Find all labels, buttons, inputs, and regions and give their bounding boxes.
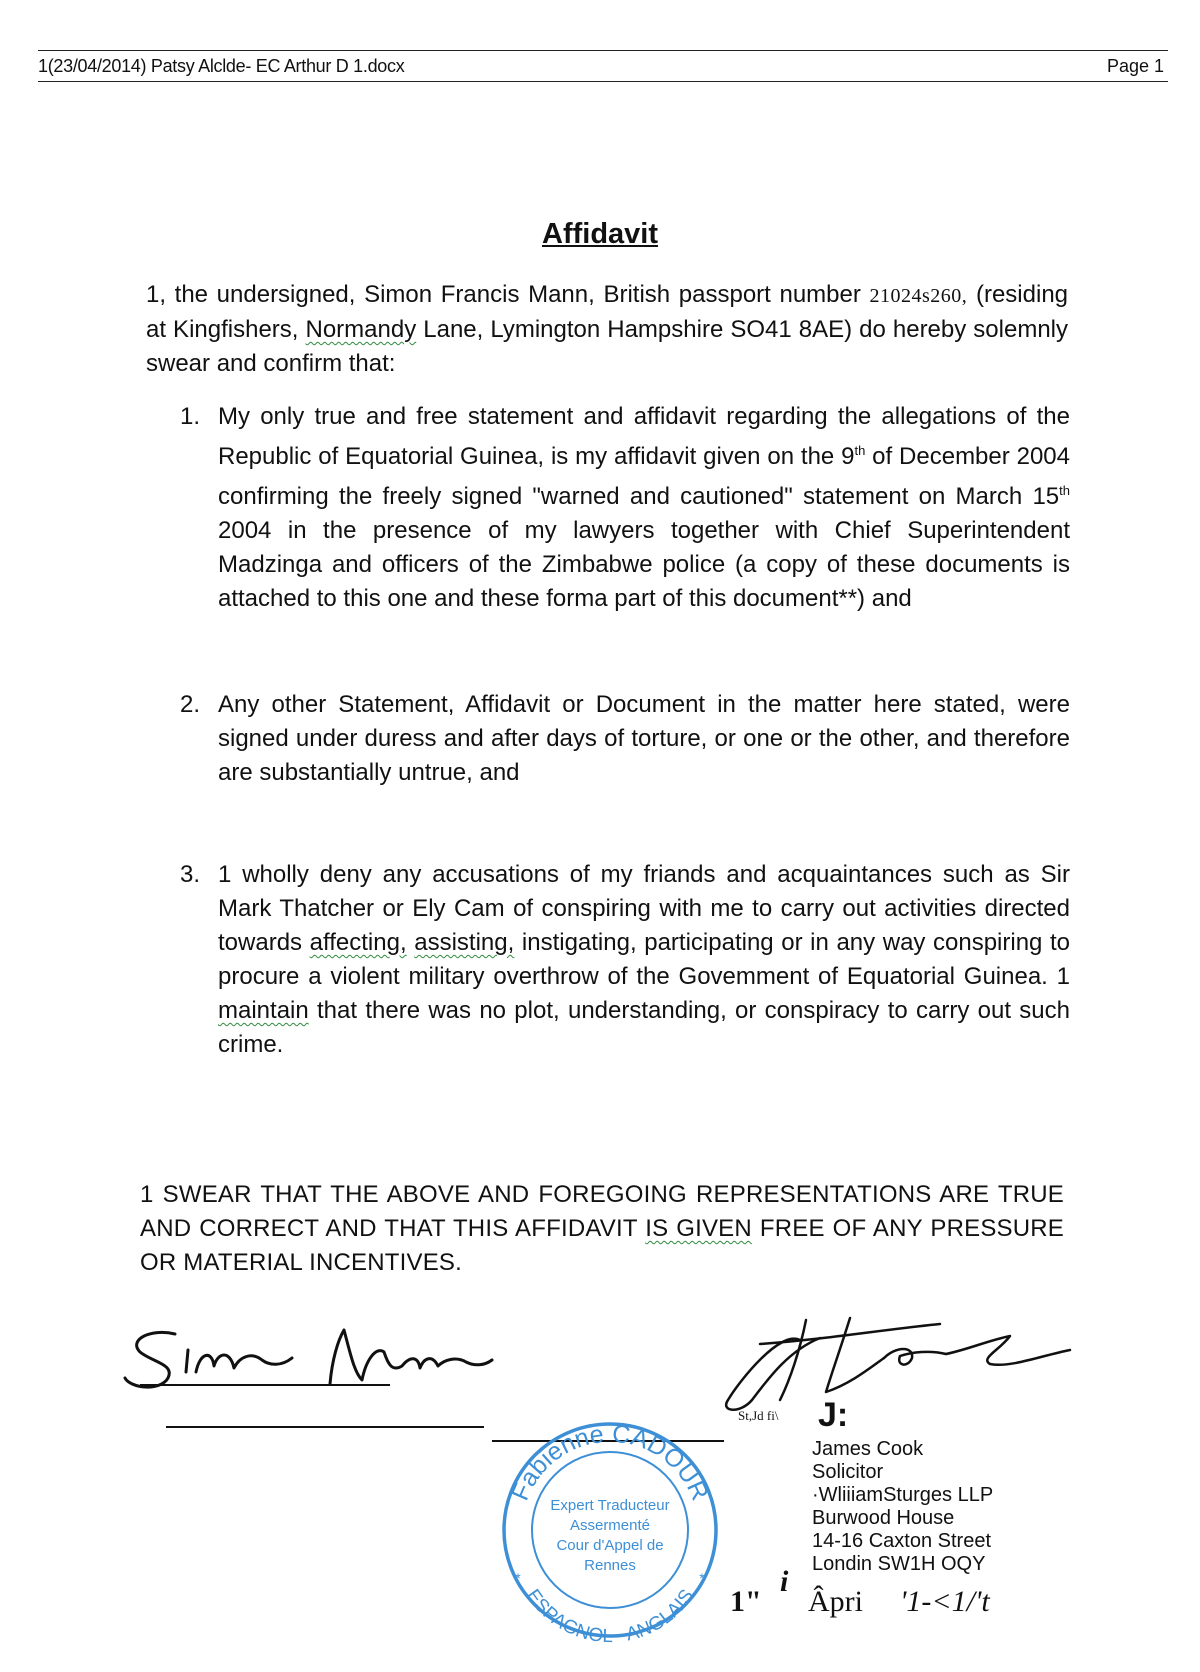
solicitor-block bbox=[812, 1438, 993, 1576]
item-number: 1. bbox=[180, 403, 201, 430]
superscript: th bbox=[854, 443, 866, 458]
solicitor-firm: ·WliiiamSturges LLP bbox=[812, 1484, 994, 1506]
solicitor-role: Solicitor bbox=[812, 1461, 884, 1483]
stamp-star-left-icon: * bbox=[515, 1570, 521, 1586]
document-title: Affidavit bbox=[542, 218, 658, 250]
superscript: th bbox=[1059, 483, 1070, 498]
intro-text-3: Lane, Lymington Hampshire SO41 8AE) do hereby solemnly swear and confirm that: bbox=[146, 316, 1068, 377]
stamp-line-3: Cour d'Appel de bbox=[556, 1537, 664, 1554]
item-number: 3. bbox=[180, 861, 201, 888]
signature-mark-j: J: bbox=[818, 1396, 849, 1434]
item-text-part: of December 2004 confirming the freely signed "warned and cautioned" statement on March 15 bbox=[218, 443, 1070, 510]
item-text: Any other Statement, Affidavit or Document in the matter here stated, were signed under duress and after days of torture, or one or the other, and therefore are substantially untrue, and bbox=[218, 691, 1070, 786]
stamp-line-2: Assermenté bbox=[569, 1517, 651, 1534]
stamp-line-1: Expert Traducteur bbox=[550, 1497, 670, 1514]
stamp-name: Fabienne CADOUR bbox=[505, 1419, 715, 1505]
item-word-assisting: assisting, bbox=[414, 929, 515, 956]
passport-number: 21024s260, bbox=[869, 285, 968, 307]
item-text-part: 1 wholly deny any accusations of my friands and acquaintances such as Sir Mark Thatcher or Ely Cam of conspiring with me to carry out activities directed towards bbox=[218, 861, 1070, 956]
stamp-languages: ESPAGNOL - ANGLAIS bbox=[521, 1585, 699, 1648]
date-mark-rest: '1-<1/'t bbox=[900, 1585, 990, 1618]
solicitor-city: Londin SW1H OQY bbox=[812, 1553, 986, 1575]
item-text-part: My only true and free statement and affidavit regarding the allegations of the Republic of Equatorial Guinea, is my affidavit given on the 9 bbox=[218, 403, 1070, 470]
oath-is-given: IS GIVEN bbox=[645, 1215, 752, 1242]
translator-stamp bbox=[504, 1420, 716, 1647]
svg-text:ESPAGNOL - ANGLAIS bbox=[522, 1586, 698, 1647]
signature-mark-text: St,Jd fi\ bbox=[738, 1408, 779, 1423]
item-text-part: 2004 in the presence of my lawyers together with Chief Superintendent Madzinga and officers of the Zimbabwe police (a copy of these documents is attached to this one and these forma part of this document**) and bbox=[218, 517, 1070, 612]
intro-text-1: 1, the undersigned, Simon Francis Mann, British passport number bbox=[146, 281, 861, 308]
svg-text:Fabienne CADOUR bbox=[506, 1420, 714, 1505]
solicitor-building: Burwood House bbox=[812, 1507, 955, 1529]
item-number: 2. bbox=[180, 691, 201, 718]
oath-text-2: FREE OF ANY PRESSURE OR MATERIAL INCENTIVES. bbox=[140, 1215, 1065, 1276]
intro-normandy: Normandy bbox=[305, 316, 417, 343]
intro-text-2: (residing at Kingfishers, bbox=[146, 281, 1069, 343]
stamp-line-4: Rennes bbox=[584, 1557, 636, 1574]
header-filename: 1(23/04/2014) Patsy Alclde- EC Arthur D 1.docx bbox=[38, 55, 405, 76]
signature-solicitor bbox=[726, 1318, 1070, 1410]
date-mark-one: 1" bbox=[730, 1585, 762, 1618]
item-text-part: that there was no plot, understanding, or conspiracy to carry out such crime. bbox=[218, 997, 1070, 1058]
date-mark-month: Âpri bbox=[808, 1585, 863, 1618]
signature-simon-mann bbox=[125, 1330, 492, 1387]
item-word-maintain: maintain bbox=[218, 997, 309, 1024]
item-word-affecting: affecting, bbox=[309, 929, 407, 956]
stamp-star-right-icon: * bbox=[699, 1570, 705, 1586]
solicitor-name: James Cook bbox=[812, 1438, 924, 1460]
solicitor-street: 14-16 Caxton Street bbox=[812, 1530, 991, 1552]
date-mark-i: i bbox=[780, 1565, 789, 1598]
header-page-number: Page 1 bbox=[1106, 55, 1164, 76]
item-text-part: instigating, participating or in any way conspiring to procure a violent military overthrow of the Govemment of Equatorial Guinea. 1 bbox=[218, 929, 1071, 990]
oath-text-1: 1 SWEAR THAT THE ABOVE AND FOREGOING REPRESENTATIONS ARE TRUE AND CORRECT AND THAT THIS AFFIDAVIT bbox=[140, 1181, 1064, 1242]
